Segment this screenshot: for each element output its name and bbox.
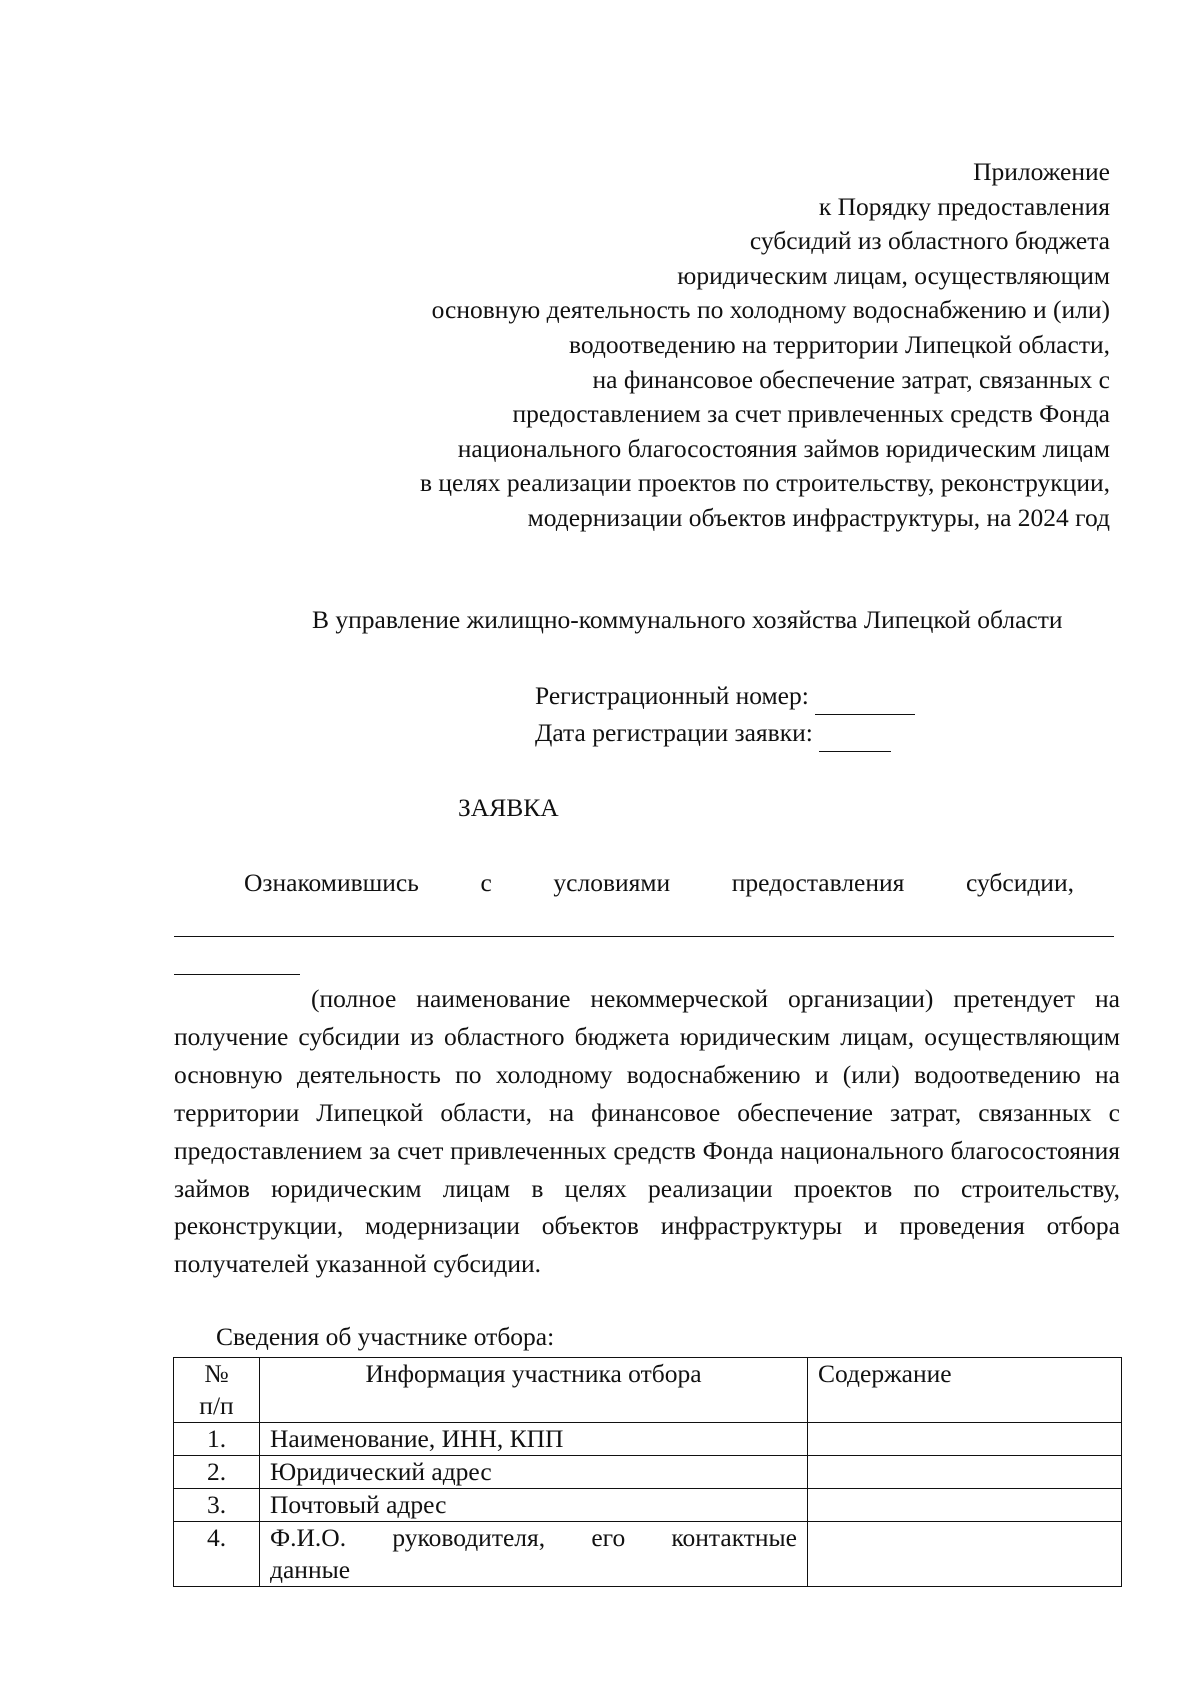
header-info: Информация участника отбора (260, 1358, 808, 1423)
row-info: Наименование, ИНН, КПП (260, 1423, 808, 1456)
intro-line (174, 866, 1074, 900)
row-info (260, 1522, 808, 1587)
registration-date-blank[interactable] (819, 715, 891, 752)
row-content[interactable] (808, 1489, 1122, 1522)
intro-word: с (480, 868, 492, 897)
intro-word: предоставления (731, 868, 905, 897)
table-row (174, 1489, 1122, 1522)
header-num (174, 1358, 260, 1423)
registration-date (535, 715, 915, 752)
row-info: Юридический адрес (260, 1456, 808, 1489)
appendix-line: на финансовое обеспечение затрат, связанных с (592, 364, 1110, 394)
row-content[interactable] (808, 1456, 1122, 1489)
registration-date-label: Дата регистрации заявки: (535, 718, 813, 747)
participant-info-label: Сведения об участнике отбора: (216, 1322, 555, 1351)
participant-info-table (173, 1357, 1122, 1587)
registration-number-label: Регистрационный номер: (535, 681, 809, 710)
appendix-line: в целях реализации проектов по строительству, реконструкции, (419, 468, 1110, 498)
row-num: 4. (174, 1522, 260, 1587)
appendix-line: юридическим лицам, осуществляющим (677, 260, 1110, 290)
registration-block (535, 678, 915, 752)
registration-number (535, 678, 915, 715)
intro-word: Ознакомившись (244, 868, 419, 897)
intro-word: субсидии, (966, 868, 1074, 897)
body-paragraph: (полное наименование некоммерческой организации) претендует на получение субсидии из областного бюджета юридическим лицам, осуществляющим основную деятельность по холодному водоснабжению и (или) водоотведению на территории Липецкой области, на финансовое обеспечение затрат, связанных с предоставлением за счет привлеченных средств Фонда национального благосостояния займов юридическим лицам в целях реализации проектов по строительству, реконструкции, модернизации объектов инфраструктуры и проведения отбора получателей указанной субсидии. (174, 984, 1120, 1279)
row-content[interactable] (808, 1522, 1122, 1587)
table-row (174, 1423, 1122, 1456)
row-info-line: Ф.И.О. руководителя, его контактные (270, 1523, 797, 1552)
header-num-line: № (204, 1359, 229, 1388)
appendix-line: субсидий из областного бюджета (749, 226, 1110, 256)
row-num: 1. (174, 1423, 260, 1456)
header-num-line: п/п (199, 1391, 234, 1420)
appendix-line: модернизации объектов инфраструктуры, на 2024 год (527, 502, 1110, 532)
appendix-line: основную деятельность по холодному водоснабжению и (или) (431, 295, 1110, 325)
appendix-header (290, 155, 1110, 536)
organization-name-blank-line[interactable] (174, 936, 1114, 937)
intro-word: условиями (553, 868, 671, 897)
row-num: 3. (174, 1489, 260, 1522)
appendix-line: к Порядку предоставления (818, 191, 1110, 221)
table-row (174, 1522, 1122, 1587)
table-row (174, 1456, 1122, 1489)
row-info: Почтовый адрес (260, 1489, 808, 1522)
registration-number-blank[interactable] (815, 678, 915, 715)
row-num: 2. (174, 1456, 260, 1489)
addressee: В управление жилищно-коммунального хозяйства Липецкой области (312, 605, 1063, 634)
header-content: Содержание (808, 1358, 1122, 1423)
organization-name-blank-line-continued[interactable] (174, 974, 300, 975)
document-title: ЗАЯВКА (458, 793, 559, 822)
table-header-row (174, 1358, 1122, 1423)
row-info-line: данные (270, 1555, 351, 1584)
appendix-line: водоотведению на территории Липецкой области, (568, 329, 1110, 359)
appendix-line: национального благосостояния займов юридическим лицам (457, 433, 1110, 463)
row-content[interactable] (808, 1423, 1122, 1456)
appendix-line: предоставлением за счет привлеченных средств Фонда (512, 399, 1110, 429)
appendix-line: Приложение (973, 157, 1110, 186)
